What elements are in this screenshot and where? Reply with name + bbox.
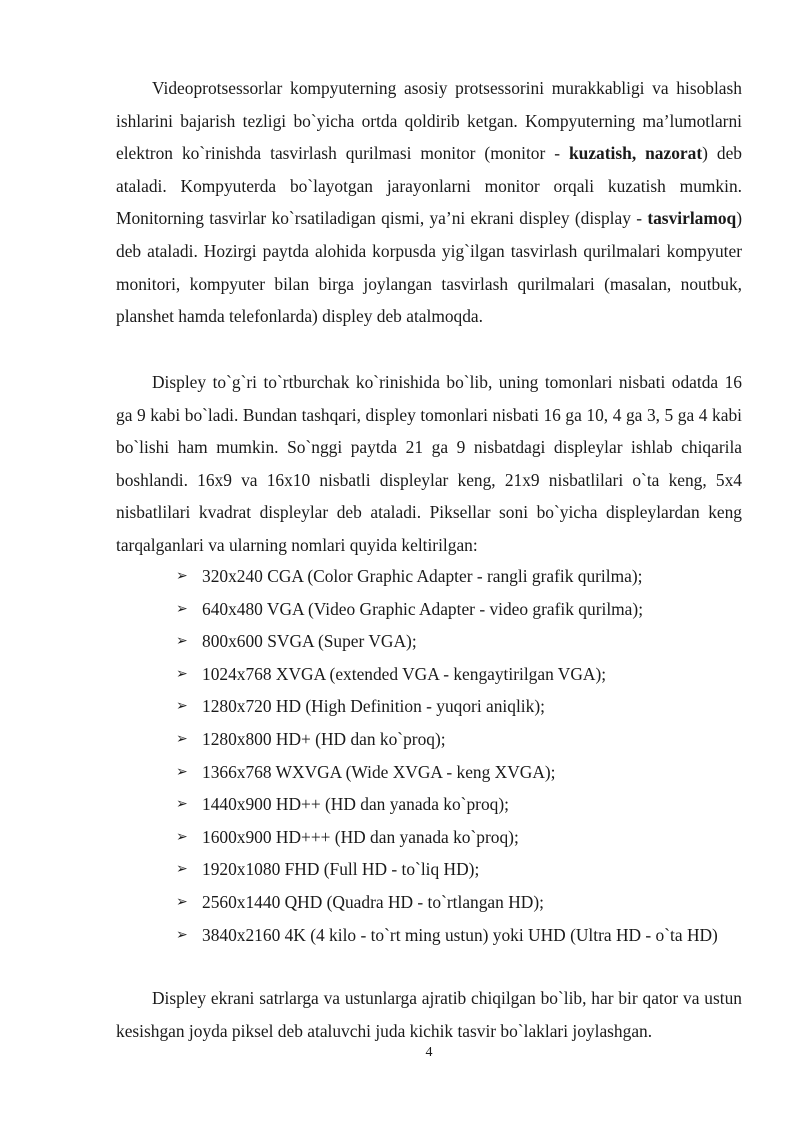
arrow-bullet-icon: ➢ xyxy=(176,796,188,813)
list-item xyxy=(176,886,742,919)
list-item xyxy=(176,788,742,821)
paragraph-intro xyxy=(116,72,742,333)
list-item-text: 800x600 SVGA (Super VGA); xyxy=(202,631,417,652)
list-item-text: 1024x768 XVGA (extended VGA - kengaytirilgan VGA); xyxy=(202,663,607,684)
list-item xyxy=(176,625,742,658)
list-item-text: 1600x900 HD+++ (HD dan yanada ko`proq); xyxy=(202,826,519,847)
paragraph-display-ratio: Displey to`g`ri to`rtburchak ko`rinishida bo`lib, uning tomonlari nisbati odatda 16 ga 9 kabi bo`ladi. Bundan tashqari, displey tomonlari nisbati 16 ga 10, 4 ga 3, 5 ga 4 kabi bo`lishi ham mumkin. So`nggi paytda 21 ga 9 nisbatdagi displeylar ishlab chiqarila boshlandi. 16x9 va 16x10 nisbatli displeylar keng, 21x9 nisbatlilari o`ta keng, 5x4 nisbatlilari kvadrat displeylar deb ataladi. Piksellar soni bo`yicha displeylardan keng tarqalganlari va ularning nomlari quyida keltirilgan: xyxy=(116,372,742,555)
paragraph-intro-text-3: ) deb ataladi. Hozirgi paytda alohida korpusda yig`ilgan tasvirlash qurilmalari kompyuter monitori, kompyuter bilan birga joylangan tasvirlash qurilmalari (masalan, noutbuk, planshet hamda telefonlarda) displey deb atalmoqda. xyxy=(116,208,742,327)
list-item-text: 1920x1080 FHD (Full HD - to`liq HD); xyxy=(202,859,480,880)
arrow-bullet-icon: ➢ xyxy=(176,926,188,943)
arrow-bullet-icon: ➢ xyxy=(176,763,188,780)
paragraph-intro-text-1: Videoprotsessorlar kompyuterning asosiy protsessorini murakkabligi va hisoblash ishlarini bajarish tezligi bo`yicha ortda qoldirib ketgan. Kompyuterning ma’lumotlarni elektron ko`rinishda tasvirlash qurilmasi monitor (monitor - xyxy=(116,78,742,164)
arrow-bullet-icon: ➢ xyxy=(176,665,188,682)
resolution-list xyxy=(176,560,742,951)
bold-term-kuzatish: kuzatish, nazorat xyxy=(569,143,703,164)
list-item-text: 320x240 CGA (Color Graphic Adapter - rangli grafik qurilma); xyxy=(202,566,643,586)
list-item xyxy=(176,593,742,626)
paragraph-intro-text-2: ) deb ataladi. Kompyuterda bo`layotgan jarayonlarni monitor orqali kuzatish mumkin. Monitorning tasvirlar ko`rsatiladigan qismi, ya’ni ekrani displey (display - xyxy=(116,143,742,229)
page-number: 4 xyxy=(425,1045,433,1060)
list-item-text: 1440x900 HD++ (HD dan yanada ko`proq); xyxy=(202,794,509,815)
list-item-text: 640x480 VGA (Video Graphic Adapter - video grafik qurilma); xyxy=(202,598,644,619)
arrow-bullet-icon: ➢ xyxy=(176,730,188,747)
arrow-bullet-icon: ➢ xyxy=(176,893,188,910)
list-item-text: 1280x800 HD+ (HD dan ko`proq); xyxy=(202,728,446,749)
list-item xyxy=(176,723,742,756)
list-item-text: 2560x1440 QHD (Quadra HD - to`rtlangan HD); xyxy=(202,891,544,912)
list-item xyxy=(176,756,742,789)
arrow-bullet-icon: ➢ xyxy=(176,861,188,878)
list-item-text: 1366x768 WXVGA (Wide XVGA - keng XVGA); xyxy=(202,761,556,782)
list-item-text: 3840x2160 4K (4 kilo - to`rt ming ustun) yoki UHD (Ultra HD - o`ta HD) xyxy=(202,924,718,945)
list-item xyxy=(176,821,742,854)
bold-term-tasvirlamoq: tasvirlamoq xyxy=(647,208,737,229)
arrow-bullet-icon: ➢ xyxy=(176,600,188,617)
list-item xyxy=(176,853,742,886)
list-item xyxy=(176,560,742,593)
arrow-bullet-icon: ➢ xyxy=(176,828,188,845)
list-item-text: 1280x720 HD (High Definition - yuqori aniqlik); xyxy=(202,696,545,717)
arrow-bullet-icon: ➢ xyxy=(176,568,188,584)
arrow-bullet-icon: ➢ xyxy=(176,698,188,715)
paragraph-pixels: Displey ekrani satrlarga va ustunlarga ajratib chiqilgan bo`lib, har bir qator va ustun kesishgan joyda piksel deb ataluvchi juda kichik tasvir bo`laklari joylashgan. xyxy=(116,988,742,1041)
list-item xyxy=(176,658,742,691)
list-item xyxy=(176,690,742,723)
arrow-bullet-icon: ➢ xyxy=(176,633,188,650)
list-item xyxy=(176,919,742,952)
